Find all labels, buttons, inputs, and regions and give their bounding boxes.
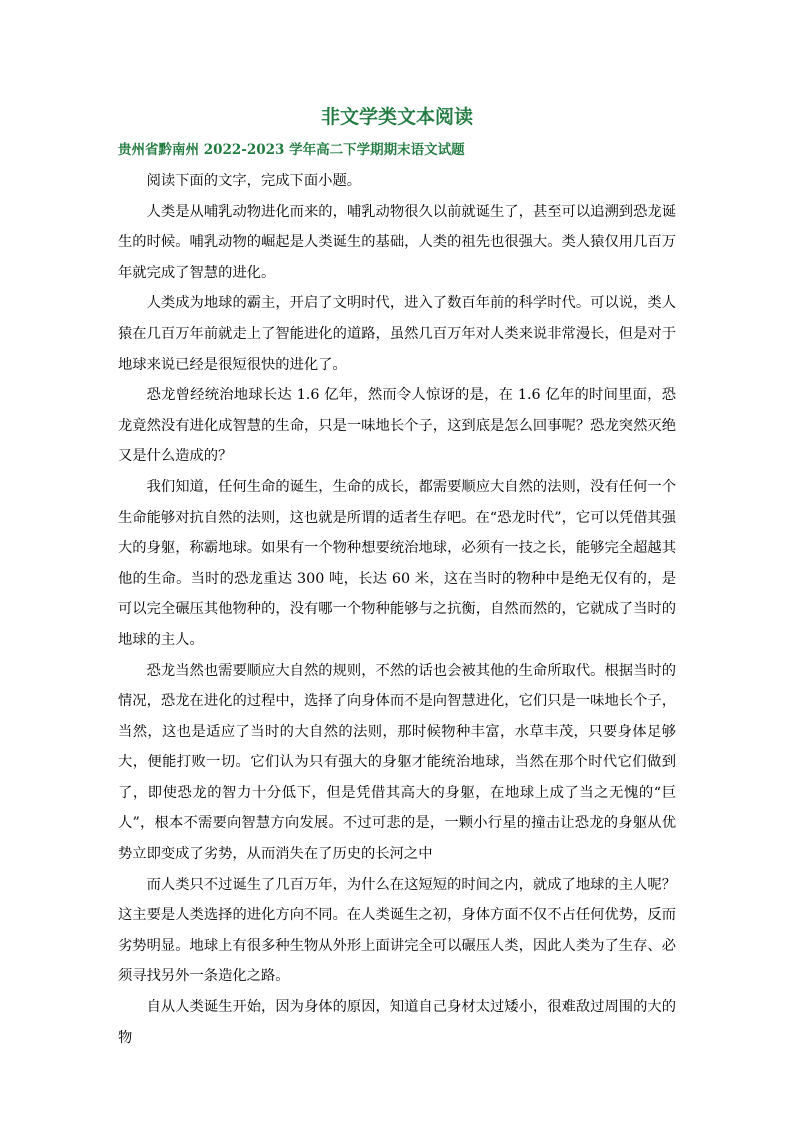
- source-line: 贵州省黔南州 2022-2023 学年高二下学期期末语文试题: [118, 142, 465, 158]
- paragraph-3: 恐龙曾经统治地球长达 1.6 亿年，然而令人惊讶的是，在 1.6 亿年的时间里面，恐龙竟然没有进化成智慧的生命，只是一味地长个子，这到底是怎么回事呢？恐龙突然灭绝又是什么造成的？: [118, 387, 676, 465]
- paragraph-1: 人类是从哺乳动物进化而来的，哺乳动物很久以前就诞生了，甚至可以追溯到恐龙诞生的时候。哺乳动物的崛起是人类诞生的基础，人类的祖先也很强大。类人猿仅用几百万年就完成了智慧的进化。: [118, 203, 676, 281]
- paragraph-5: 恐龙当然也需要顺应大自然的规则，不然的话也会被其他的生命所取代。根据当时的情况，恐龙在进化的过程中，选择了向身体而不是向智慧进化，它们只是一味地长个子，当然，这也是适应了当时的大自然的法则，那时候物种丰富，水草丰茂，只要身体足够大，便能打败一切。它们认为只有强大的身躯才能统治地球，当然在那个时代它们做到了，即使恐龙的智力十分低下，但是凭借其高大的身躯，在地球上成了当之无愧的“巨人”，根本不需要向智慧方向发展。不过可悲的是，一颗小行星的撞击让恐龙的身躯从优势立即变成了劣势，从而消失在了历史的长河之中: [118, 662, 676, 863]
- paragraph-instruction: 阅读下面的文字，完成下面小题。: [146, 173, 362, 189]
- paragraph-6: 而人类只不过诞生了几百万年，为什么在这短短的时间之内，就成了地球的主人呢？这主要是人类选择的进化方向不同。在人类诞生之初，身体方面不仅不占任何优势，反而劣势明显。地球上有很多种生物从外形上面讲完全可以碾压人类，因此人类为了生存、必须寻找另外一条造化之路。: [118, 876, 676, 985]
- document-title: 非文学类文本阅读: [320, 106, 473, 128]
- paragraph-2: 人类成为地球的霸主，开启了文明时代，进入了数百年前的科学时代。可以说，类人猿在几百万年前就走上了智能进化的道路，虽然几百万年对人类来说非常漫长，但是对于地球来说已经是很短很快的进化了。: [118, 295, 676, 373]
- paragraph-4: 我们知道，任何生命的诞生，生命的成长，都需要顺应大自然的法则，没有任何一个生命能够对抗自然的法则，这也就是所谓的适者生存吧。在“恐龙时代”，它可以凭借其强大的身躯，称霸地球。如果有一个物种想要统治地球，必须有一技之长，能够完全超越其他的生命。当时的恐龙重达 300 吨，长达 60 米，这在当时的物种中是绝无仅有的，是可以完全碾压其他物种的，没有哪一个物种能够与之抗衡，自然而然的，它就成了当时的地球的主人。: [118, 478, 676, 648]
- paragraph-7: 自从人类诞生开始，因为身体的原因，知道自己身材太过矮小，很难敌过周围的大的物: [118, 999, 676, 1046]
